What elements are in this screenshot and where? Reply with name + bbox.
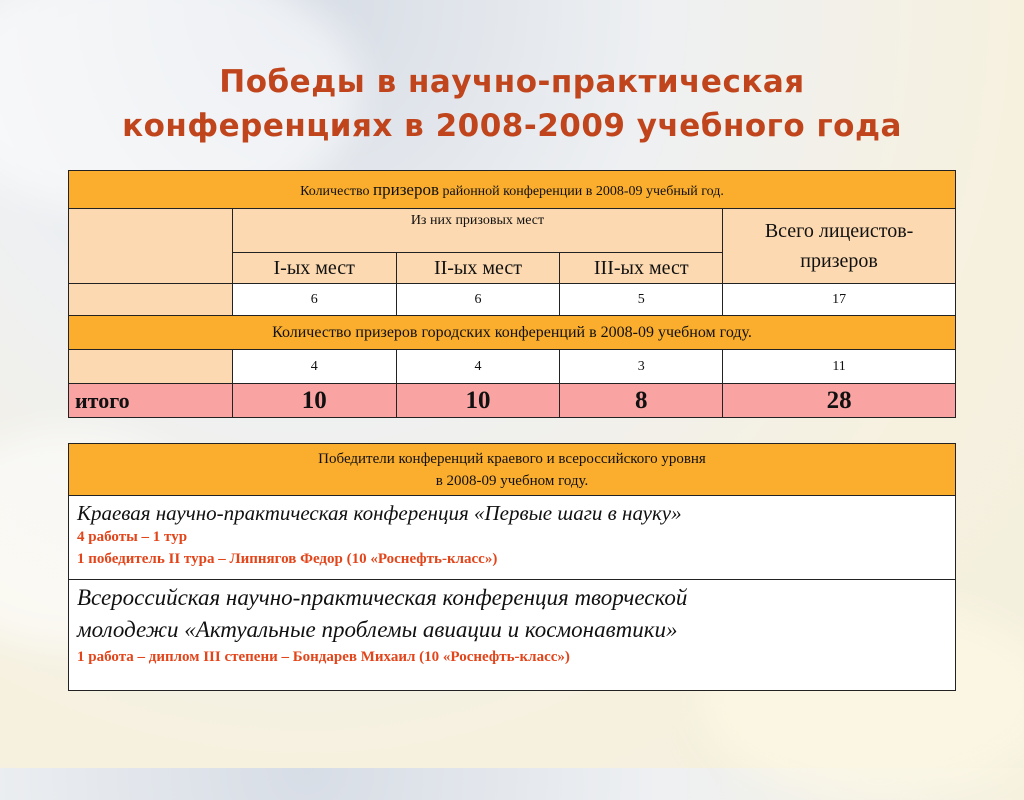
empty-cell (69, 209, 233, 284)
regional-conference-title: Краевая научно-практическая конференция «Первые шаги в науку» (77, 501, 682, 525)
district-value: 5 (560, 284, 723, 316)
column-header: I-ых мест (232, 253, 396, 284)
city-value: 11 (723, 350, 956, 384)
empty-cell (69, 350, 233, 384)
district-header-emphasis: призеров (373, 179, 439, 199)
city-value: 4 (232, 350, 396, 384)
district-header: Количество призеров районной конференции в 2008-09 учебный год. (69, 171, 956, 209)
regional-conference (69, 496, 956, 580)
page-title (0, 60, 1024, 148)
city-value: 3 (560, 350, 723, 384)
winners-header: Победители конференций краевого и всероссийского уровня в 2008-09 учебном году. (69, 444, 956, 496)
national-conference (69, 580, 956, 691)
regional-conference-detail: 1 победитель II тура – Липнягов Федор (10 «Роснефть-класс») (77, 551, 498, 567)
winners-table (68, 443, 956, 691)
total-value: 10 (396, 384, 560, 418)
total-value: 10 (232, 384, 396, 418)
district-value: 6 (396, 284, 560, 316)
page-title-line1: Победы в научно-практическая (219, 64, 805, 100)
total-value: 8 (560, 384, 723, 418)
national-conference-detail: 1 работа – диплом III степени – Бондарев Михаил (10 «Роснефть-класс») (77, 649, 570, 665)
national-conference-title: молодежи «Актуальные проблемы авиации и космонавтики» (77, 617, 678, 642)
total-value: 28 (723, 384, 956, 418)
district-value: 6 (232, 284, 396, 316)
district-value: 17 (723, 284, 956, 316)
prize-places-subheader: Из них призовых мест (232, 209, 722, 253)
page-title-line2: конференциях в 2008-2009 учебного года (122, 108, 902, 144)
column-header: III-ых мест (560, 253, 723, 284)
city-header: Количество призеров городских конференций в 2008-09 учебном году. (69, 316, 956, 350)
district-city-table (68, 170, 956, 418)
national-conference-title: Всероссийская научно-практическая конференция творческой (77, 585, 688, 610)
column-header: II-ых мест (396, 253, 560, 284)
city-value: 4 (396, 350, 560, 384)
totals-label: итого (69, 384, 233, 418)
total-winners-header: Всего лицеистов-призеров (723, 209, 956, 284)
empty-cell (69, 284, 233, 316)
regional-conference-detail: 4 работы – 1 тур (77, 529, 188, 545)
